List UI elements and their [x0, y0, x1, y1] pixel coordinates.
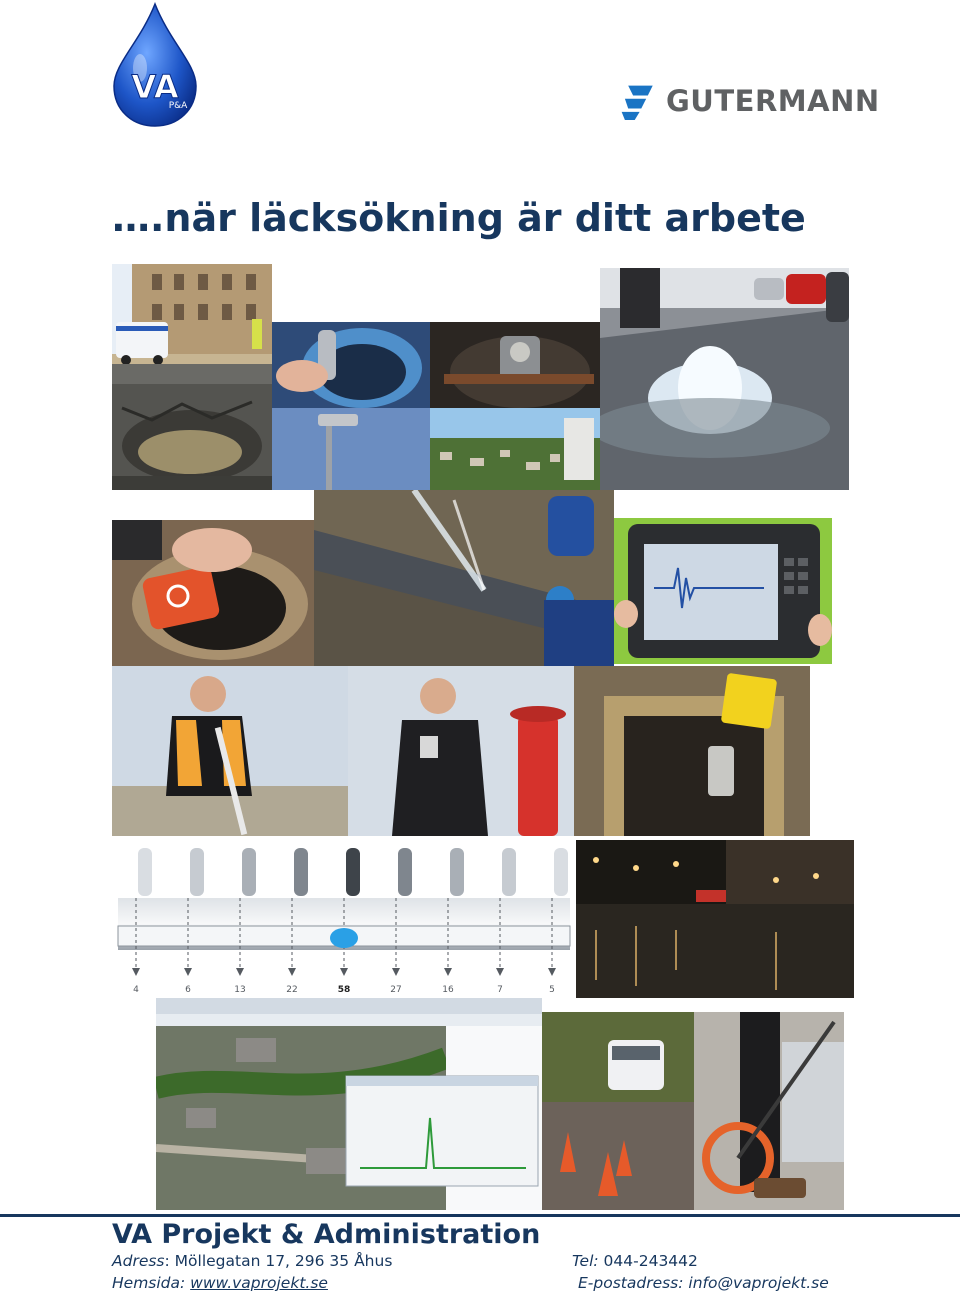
photo-night-flooded-street	[576, 840, 854, 998]
page-headline: ….när läcksökning är ditt arbete	[112, 196, 806, 240]
photo-orange-logger-manhole	[112, 520, 314, 666]
gutermann-mark-icon	[620, 80, 656, 124]
photo-water-burst-street	[600, 268, 849, 490]
photo-yellow-logger-chamber	[574, 666, 810, 836]
photo-street-excavation	[112, 264, 272, 384]
listener-figures	[138, 848, 568, 896]
address-value: : Möllegatan 17, 296 35 Åhus	[164, 1252, 393, 1270]
screenshot-gis-software	[156, 998, 542, 1210]
photo-valve-chamber	[430, 322, 600, 408]
svg-text:P&A: P&A	[168, 101, 188, 111]
gutermann-logo	[620, 78, 880, 128]
website-line	[112, 1274, 328, 1292]
leak-correlation-diagram	[112, 840, 576, 996]
photo-pipe-leak-excavation	[314, 490, 614, 666]
reading-label: 13	[234, 985, 246, 995]
reading-label: 27	[390, 985, 402, 995]
reading-label-peak: 58	[337, 985, 351, 995]
phone-value: 044-243442	[603, 1252, 698, 1270]
address-line	[112, 1252, 392, 1270]
svg-text:VA: VA	[131, 68, 179, 106]
photo-van-traffic-cones	[542, 1012, 694, 1210]
photo-city-view	[430, 408, 600, 490]
photo-street-lamp-antenna	[272, 408, 430, 490]
reading-label: 22	[286, 985, 298, 995]
reading-label: 4	[133, 985, 139, 995]
photo-sinkhole	[112, 384, 272, 490]
va-projekt-logo	[110, 2, 200, 128]
website-link[interactable]: www.vaprojekt.se	[190, 1274, 328, 1292]
phone-line	[572, 1252, 698, 1270]
gutermann-wordmark: GUTERMANN	[666, 84, 880, 118]
leak-drop-icon	[330, 928, 358, 948]
email-line	[578, 1274, 829, 1292]
photo-tablet-analysis	[614, 518, 832, 664]
reading-label: 16	[442, 985, 454, 995]
reading-label: 5	[549, 985, 555, 995]
photo-man-hydrant	[348, 666, 574, 836]
photo-sensor-in-hand	[272, 322, 430, 408]
address-label: Adress	[112, 1252, 165, 1270]
reading-label: 6	[185, 985, 191, 995]
company-name: VA Projekt & Administration	[112, 1219, 541, 1250]
website-label: Hemsida:	[112, 1274, 191, 1292]
phone-label: Tel:	[572, 1252, 604, 1270]
footer-divider	[0, 1214, 960, 1217]
photo-measuring-wheel	[694, 1012, 844, 1210]
email-text[interactable]: E-postadress: info@vaprojekt.se	[578, 1274, 829, 1292]
reading-label: 7	[497, 985, 503, 995]
photo-worker-listening-stick	[112, 666, 348, 836]
